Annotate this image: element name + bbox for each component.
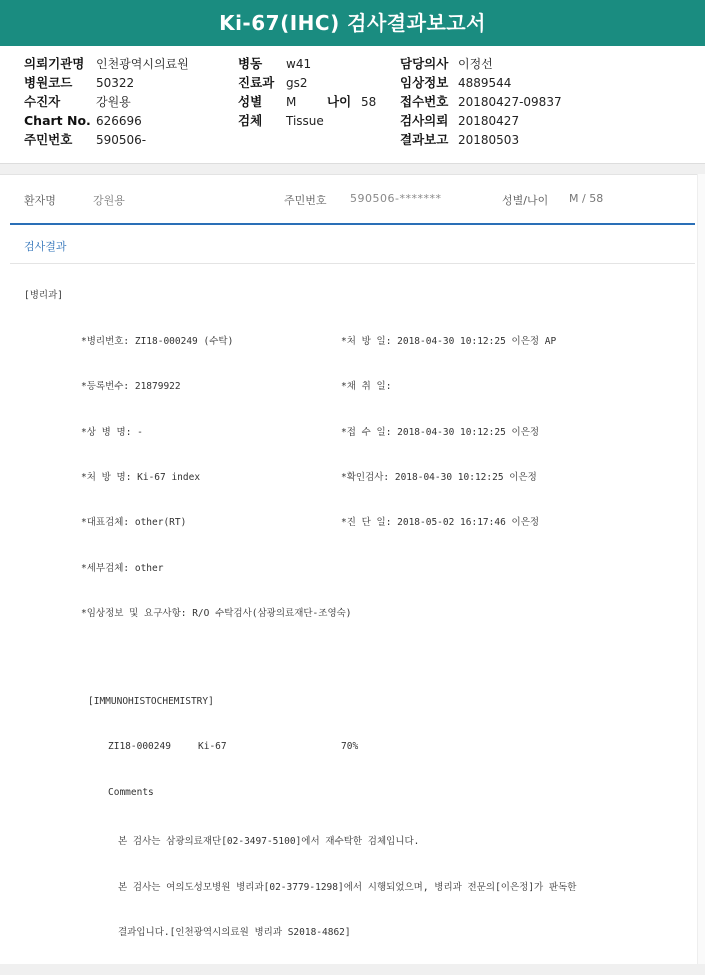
patient-rrn-label: 주민번호 bbox=[284, 194, 327, 207]
comment-line-1: 본 검사는 삼광의료재단[02-3497-5100]에서 재수탁한 검체입니다. bbox=[118, 836, 420, 847]
patient-name-label: 환자명 bbox=[24, 194, 56, 207]
field-collection-date: *채 취 일: bbox=[341, 381, 392, 392]
value-sex: M bbox=[286, 95, 297, 109]
label-hospital-code: 병원코드 bbox=[24, 75, 73, 90]
patient-sexage-label: 성별/나이 bbox=[502, 194, 549, 207]
comment-line-2: 본 검사는 여의도성모병원 병리과[02-3779-1298]에서 시행되었으며, 병리과 전문의[이은정]가 판독한 bbox=[118, 882, 577, 893]
label-age: 나이 bbox=[327, 94, 352, 109]
report-body bbox=[0, 174, 705, 964]
value-ward: w41 bbox=[286, 57, 312, 71]
ihc-header: [IMMUNOHISTOCHEMISTRY] bbox=[88, 696, 214, 707]
label-ward: 병동 bbox=[238, 56, 263, 71]
label-receipt-number: 접수번호 bbox=[400, 94, 449, 109]
label-result-report: 결과보고 bbox=[400, 132, 449, 147]
patient-sexage-value: M / 58 bbox=[569, 192, 604, 205]
header-divider bbox=[0, 164, 705, 174]
value-age: 58 bbox=[361, 95, 377, 109]
field-diagnosis-name: *상 병 명: - bbox=[81, 427, 143, 438]
value-resident-number: 590506- bbox=[96, 133, 147, 147]
field-registration-number: *등록번수: 21879922 bbox=[81, 381, 181, 392]
patient-bar-underline bbox=[10, 223, 695, 225]
patient-rrn-value: 590506-******* bbox=[350, 192, 442, 205]
ihc-marker: Ki-67 bbox=[198, 741, 227, 752]
field-receipt-date: *접 수 일: 2018-04-30 10:12:25 이은정 bbox=[341, 427, 540, 438]
value-doctor: 이정선 bbox=[458, 57, 493, 71]
label-sex: 성별 bbox=[238, 94, 263, 109]
ihc-value: 70% bbox=[341, 741, 359, 752]
field-detail-specimen: *세부검체: other bbox=[81, 563, 164, 574]
field-clinical-request: *임상정보 및 요구사항: R/O 수탁검사(삼광의료재단-조영숙) bbox=[81, 608, 352, 619]
bottom-margin bbox=[0, 964, 705, 975]
field-order-date: *처 방 일: 2018-04-30 10:12:25 이은정 AP bbox=[341, 336, 557, 347]
label-specimen: 검체 bbox=[238, 113, 263, 128]
value-patient: 강원용 bbox=[96, 95, 131, 109]
patient-info-bar bbox=[0, 175, 705, 223]
section-divider bbox=[10, 263, 695, 264]
label-requesting-institution: 의뢰기관명 bbox=[24, 56, 85, 71]
field-pathology-number: *병리번호: ZI18-000249 (수탁) bbox=[81, 336, 234, 347]
value-chart-no: 626696 bbox=[96, 114, 142, 128]
report-title: Ki-67(IHC) 검사결과보고서 bbox=[0, 0, 705, 46]
value-department: gs2 bbox=[286, 76, 308, 90]
field-confirm-date: *확인검사: 2018-04-30 10:12:25 이은정 bbox=[341, 472, 537, 483]
section-title-results: 검사결과 bbox=[24, 240, 67, 253]
label-doctor: 담당의사 bbox=[400, 56, 449, 71]
label-clinical-info: 임상정보 bbox=[400, 75, 449, 90]
value-hospital-code: 50322 bbox=[96, 76, 135, 90]
field-main-specimen: *대표검체: other(RT) bbox=[81, 517, 187, 528]
label-department: 진료과 bbox=[238, 75, 275, 90]
patient-name-value: 강원용 bbox=[93, 194, 125, 207]
value-result-report: 20180503 bbox=[458, 133, 520, 147]
scrollbar-track[interactable] bbox=[697, 174, 705, 964]
value-requesting-institution: 인천광역시의료원 bbox=[96, 57, 189, 71]
comments-label: Comments bbox=[108, 787, 154, 798]
value-test-request: 20180427 bbox=[458, 114, 520, 128]
comment-line-3: 결과입니다.[인천광역시의료원 병리과 S2018-4862] bbox=[118, 927, 351, 938]
label-test-request: 검사의뢰 bbox=[400, 113, 449, 128]
label-patient: 수진자 bbox=[24, 94, 61, 109]
field-diagnosis-date: *진 단 일: 2018-05-02 16:17:46 이은정 bbox=[341, 517, 540, 528]
dept-label: [병리과] bbox=[24, 290, 63, 301]
value-clinical-info: 4889544 bbox=[458, 76, 512, 90]
label-resident-number: 주민번호 bbox=[24, 132, 73, 147]
label-chart-no: Chart No. bbox=[24, 113, 91, 128]
value-specimen: Tissue bbox=[286, 114, 324, 128]
report-header bbox=[0, 46, 705, 164]
field-order-name: *처 방 명: Ki-67 index bbox=[81, 472, 201, 483]
ihc-id: ZI18-000249 bbox=[108, 741, 171, 752]
value-receipt-number: 20180427-09837 bbox=[458, 95, 562, 109]
